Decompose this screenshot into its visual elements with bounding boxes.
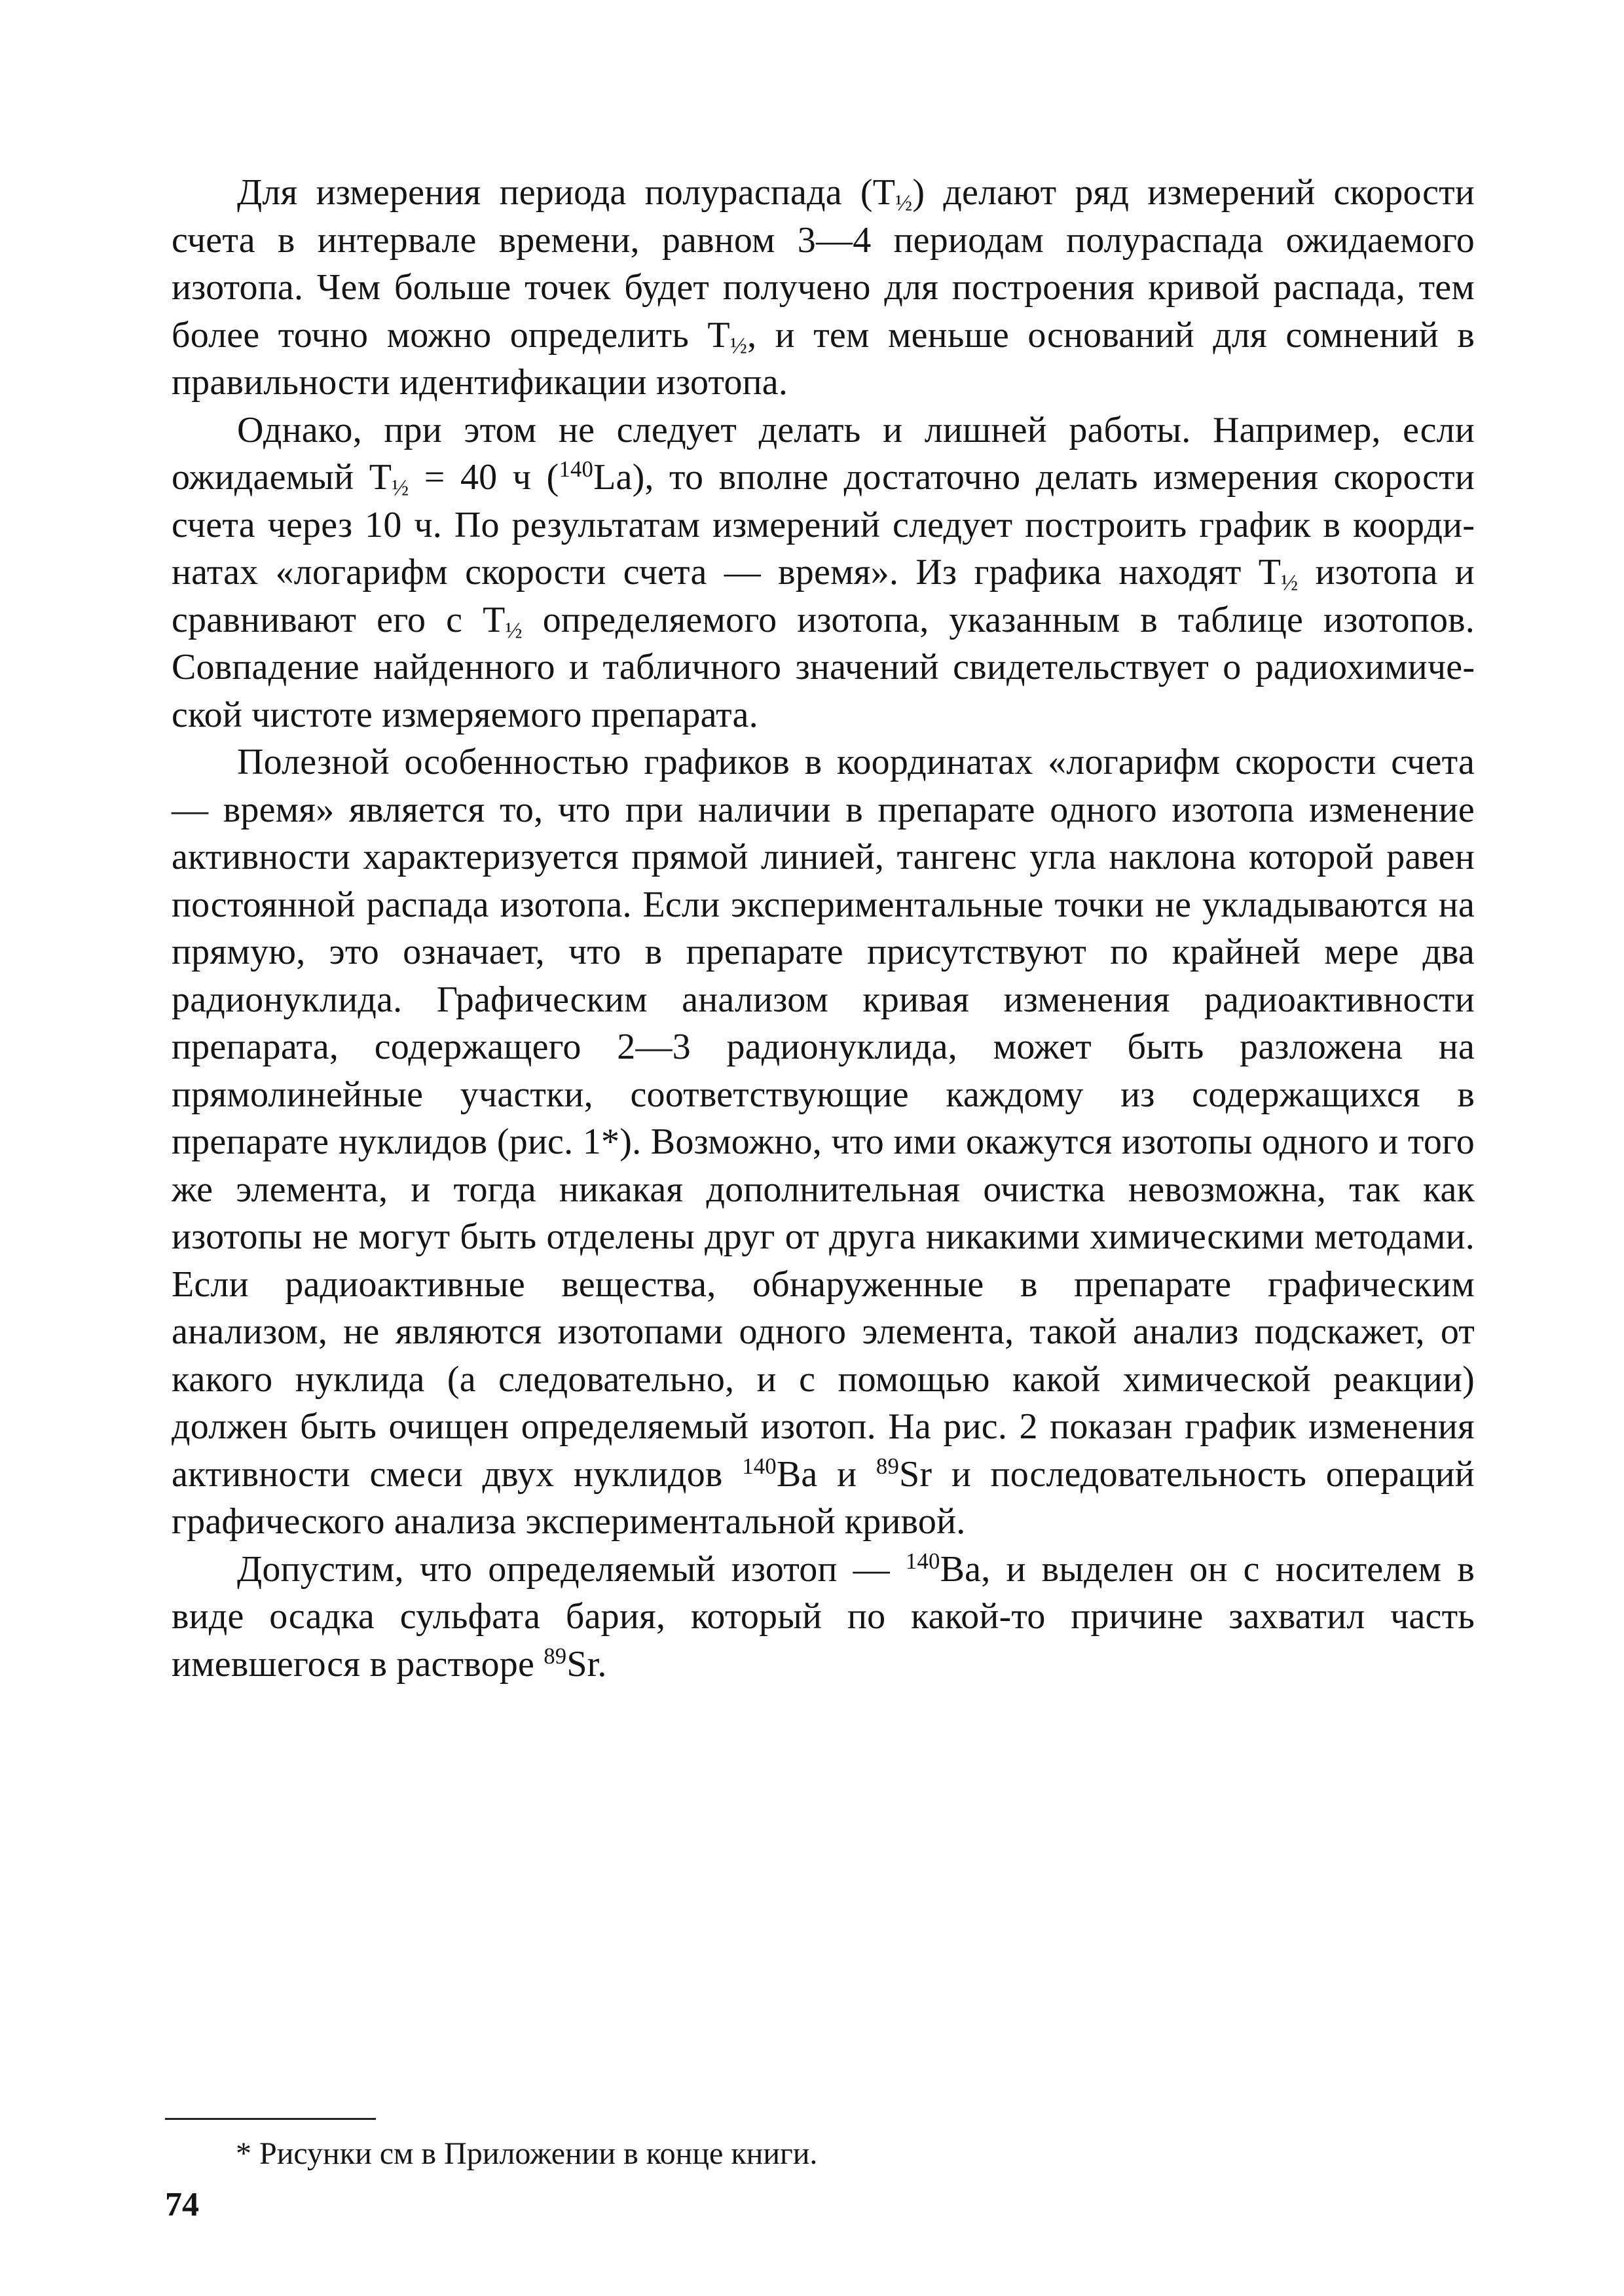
mass-number-superscript: 140 bbox=[905, 1548, 940, 1574]
footnote-separator bbox=[165, 2118, 376, 2120]
mass-number-superscript: 140 bbox=[559, 456, 594, 482]
half-life-subscript: ½ bbox=[392, 475, 409, 501]
half-life-subscript: ½ bbox=[505, 617, 523, 644]
mass-number-superscript: 140 bbox=[742, 1453, 777, 1479]
mass-number-superscript: 89 bbox=[876, 1453, 900, 1479]
paragraph: Для измерения периода полураспада $(T_{\frac{1}{2}})$ делают ряд измерений скорости счета в интервале времени, равном 3—4 периодам полураспада ожидаемого изотопа. Чем больше точек будет получено для построения кривой распада, тем более точно можно определить $T_{\frac{1}{2}}$, и тем меньше оснований для сомнений в правильности идентификации изотопа. bbox=[172, 172, 1475, 403]
footnote: * Рисунки см в Приложении в конце книги. bbox=[236, 2136, 818, 2171]
paragraph: Полезной особенностью графиков в координатах «логарифм скорости счета — время» является то, что при наличии в препарате одного изотопа изменение активности характеризуется прямой линией, тангенс угла наклона которой равен постоянной распада изотопа. Если экспериментальные точки не укладываются на прямую, это означает, что в препарате присутствуют по крайней мере два радионуклида. Графическим анализом кривая изменения радиоактивности препарата, содержащего 2—3 радионуклида, может быть разложена на прямолинейные участки, соответствующие каждому из содержащихся в препарате нуклидов (рис. 1*). Возможно, что ими окажутся изотопы одного и того же элемента, и тогда никакая дополнительная очистка невозможна, так как изотопы не могут быть отделены друг от друга никакими химическими методами. Если радиоактивные вещества, обнаруженные в препарате графическим анализом, не являются изотопами одного элемента, такой анализ подскажет, от какого нуклида (а следовательно, и с помощью какой химической реакции) должен быть очищен определяемый изотоп. На рис. 2 показан график изменения активности смеси двух нуклидов $^{140}$Ba и $^{89}$Sr и последовательность операций графического анализа экспериментальной кривой. bbox=[172, 742, 1475, 1542]
half-life-subscript: ½ bbox=[1281, 570, 1299, 596]
mass-number-superscript: 89 bbox=[544, 1643, 567, 1669]
body-text bbox=[172, 169, 1475, 1688]
half-life-subscript: ½ bbox=[895, 190, 913, 216]
half-life-subscript: ½ bbox=[729, 333, 748, 359]
page-number: 74 bbox=[165, 2186, 199, 2223]
paragraph: Допустим, что определяемый изотоп — $^{140}$Ba, и выделен он с носителем в виде осадка сульфата бария, который по какой-то причине захватил часть имевшегося в растворе $^{89}$Sr. bbox=[172, 1548, 1475, 1685]
paragraph: Однако, при этом не следует делать и лишней работы. Например, если ожидаемый $T_{\frac{1}{2}} = 40$ ч ($^{140}$La), то вполне достаточно делать измерения скорости счета через 10 ч. По результатам измерений следует построить график в координатах «логарифм скорости счета — время». Из графика находят $T_{\frac{1}{2}}$ изотопа и сравнивают его с $T_{\frac{1}{2}}$ определяемого изотопа, указанным в таблице изотопов. Совпадение найденного и табличного значений свидетельствует о радиохимической чистоте измеряемого препарата. bbox=[172, 409, 1475, 735]
